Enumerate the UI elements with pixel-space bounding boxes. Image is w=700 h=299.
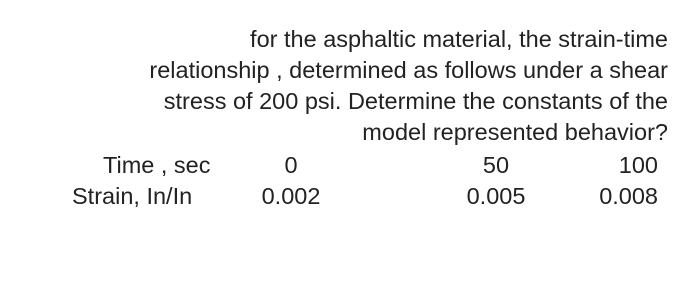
- time-value-0: 0: [284, 152, 298, 178]
- strain-label: Strain, In/In: [72, 183, 193, 209]
- strain-row: [0, 181, 700, 212]
- strain-value-2: 0.008: [599, 183, 658, 209]
- problem-line-1: for the asphaltic material, the strain-time: [250, 26, 668, 52]
- time-value-2: 100: [618, 152, 658, 178]
- strain-value-1: 0.005: [466, 183, 526, 209]
- problem-line-4: model represented behavior?: [362, 119, 668, 145]
- problem-paragraph: [28, 24, 668, 148]
- problem-line-2: relationship , determined as follows under a shear: [149, 57, 668, 83]
- strain-value-0: 0.002: [261, 183, 321, 209]
- time-row: [0, 150, 700, 181]
- time-label: Time , sec: [103, 152, 211, 178]
- time-value-1: 50: [482, 152, 510, 178]
- problem-line-3: stress of 200 psi. Determine the constants of the: [163, 88, 668, 114]
